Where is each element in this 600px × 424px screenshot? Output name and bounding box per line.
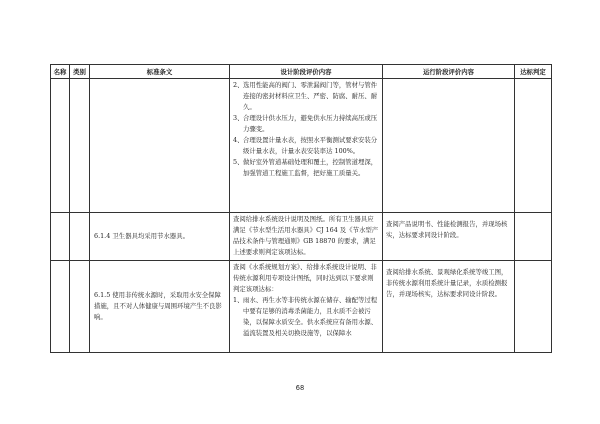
cell-category xyxy=(70,79,90,213)
cell-category xyxy=(70,261,90,353)
header-operation: 运行阶段评价内容 xyxy=(383,65,515,79)
operation-text: 查阅产品说明书、性能检测报告，并现场核实，达标要求同设计阶段。 xyxy=(386,220,508,239)
evaluation-table xyxy=(50,64,552,353)
list-item: 3、 合理设计供水压力，避免供水压力持续高压或压力骤变。 xyxy=(233,114,378,133)
header-design: 设计阶段评价内容 xyxy=(230,65,383,79)
header-standard: 标准条文 xyxy=(90,65,230,79)
standard-clause-6-1-5: 6.1.5 使用非传统水源时，采取用水安全保障措施，且不对人体健康与周围环境产生不良影响。 xyxy=(94,291,222,321)
cell-standard xyxy=(90,261,230,353)
list-item: 4、 合理设置计量水表，按照水平衡测试要求安装分级计量水表，计量水表安装率达 100%。 xyxy=(233,136,378,155)
standard-clause-6-1-4: 6.1.4 卫生器具均采用节水器具。 xyxy=(94,232,189,240)
cell-category xyxy=(70,213,90,261)
header-judgement: 达标判定 xyxy=(515,65,552,79)
header-name: 名称 xyxy=(51,65,70,79)
cell-operation xyxy=(383,261,515,353)
list-item: 1、 雨水、再生水等非传统水源在储存、输配等过程中要有足够的消毒杀菌能力，且水质不会被污染，以保障水质安全。供水系统应有备用水源、溢流装置及相关切换设施等，以保障水 xyxy=(233,296,378,337)
list-item: 2、 选用性能高的阀门、零泄漏阀门等，管材与管件连接的密封材料应卫生、严密、防腐、耐压、耐久。 xyxy=(233,81,378,111)
design-list xyxy=(230,261,382,339)
cell-name xyxy=(51,213,70,261)
cell-name xyxy=(51,79,70,213)
cell-design xyxy=(230,213,383,261)
cell-judgement xyxy=(515,79,552,213)
cell-operation xyxy=(383,213,515,261)
cell-design xyxy=(230,79,383,213)
cell-operation xyxy=(383,79,515,213)
operation-text: 查阅给排水系统、景观绿化系统等竣工图，非传统水源利用系统计量记录，水质检测报告，并现场核实，达标要求同设计阶段。 xyxy=(386,268,508,298)
cell-judgement xyxy=(515,261,552,353)
table-row xyxy=(51,213,552,261)
header-category: 类别 xyxy=(70,65,90,79)
design-intro: 查阅《水系统规划方案》、给排水系统设计说明、非传统水源利用专项设计图纸，同时达到以下要求则判定该项达标： xyxy=(233,263,377,293)
cell-judgement xyxy=(515,213,552,261)
page-number: 68 xyxy=(295,384,305,392)
table-header-row xyxy=(51,65,552,79)
cell-standard xyxy=(90,213,230,261)
cell-standard xyxy=(90,79,230,213)
list-item: 5、 做好室外管道基础处理和覆土，控制管道埋深，加强管道工程施工监督，把好施工质量关。 xyxy=(233,158,378,177)
design-list xyxy=(230,79,382,179)
cell-design xyxy=(230,261,383,353)
table-row xyxy=(51,261,552,353)
table-row xyxy=(51,79,552,213)
design-text: 查阅给排水系统设计说明及图纸。所有卫生器具应满足《节水型生活用水器具》CJ 164 及《节水型产品技术条件与管理通则》GB 18870 的要求，满足上述要求则判定该项达标。 xyxy=(233,215,379,256)
cell-name xyxy=(51,261,70,353)
